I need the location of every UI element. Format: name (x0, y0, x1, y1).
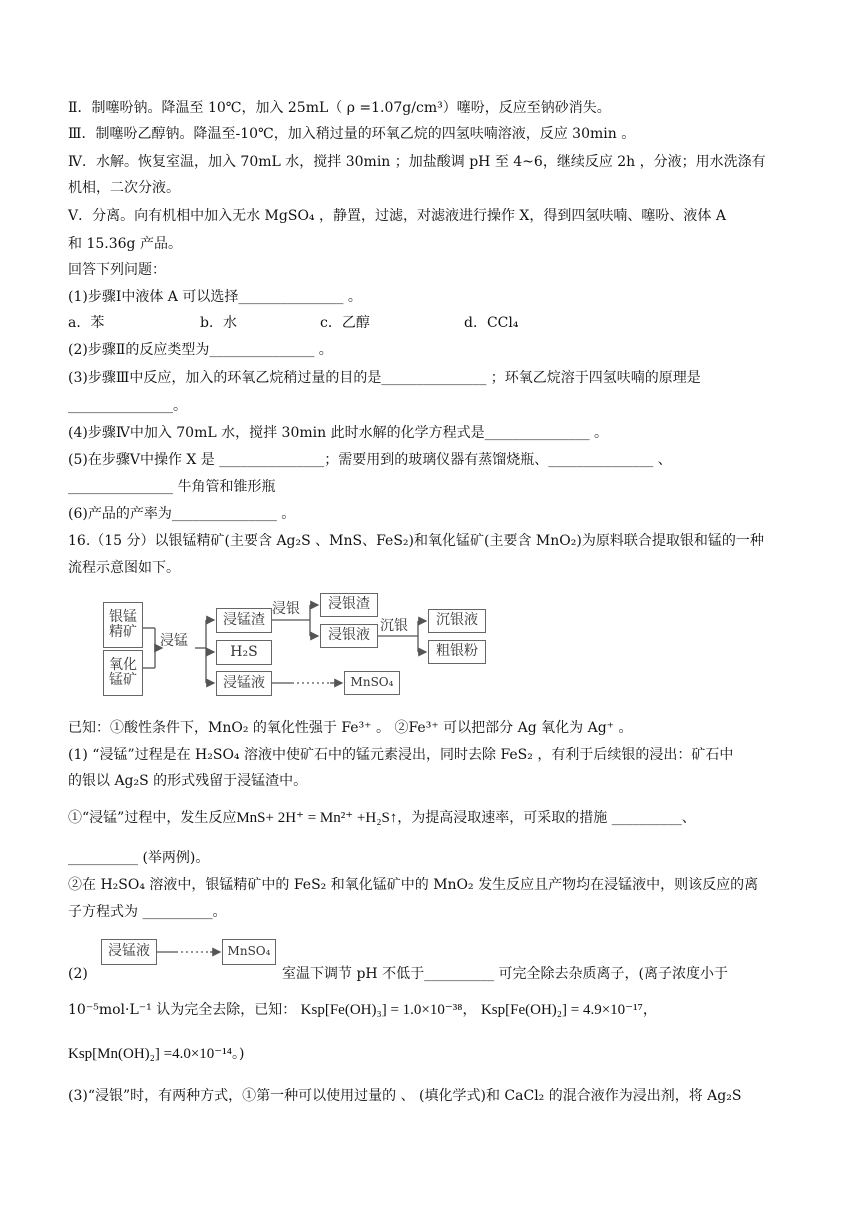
sub-question-2-ksp-mn (68, 1044, 244, 1064)
silver-liquor-box: 浸银液 (320, 624, 378, 648)
q1-option-d: d．CCl₄ (464, 315, 519, 331)
sub-question-1-f: 子方程式为 __________。 (68, 904, 227, 920)
leach-silver-label: 浸银 (272, 601, 300, 617)
question-1: (1)步骤Ⅰ中液体 A 可以选择_______________ 。 (68, 289, 362, 305)
sub-question-1-a: (1) “浸锰”过程是在 H₂SO₄ 溶液中使矿石中的锰元素浸出，同时去除 FeS₂ ，有利于后续银的浸出：矿石中 (68, 747, 734, 763)
sub-question-1-b: 的银以 Ag₂S 的形式残留于浸锰渣中。 (68, 773, 308, 789)
mnso4-box: MnSO₄ (344, 671, 400, 695)
manganese-residue-box: 浸锰渣 (216, 608, 272, 633)
mini-mnso4-box: MnSO₄ (222, 939, 276, 965)
step5-text-a: Ⅴ．分离。向有机相中加入无水 MgSO₄ ，静置，过滤，对滤液进行操作 X，得到四氢呋喃、噻吩、液体 A (68, 208, 726, 224)
manganese-oxide-ore-box: 氧化 锰矿 (103, 650, 143, 696)
q1-option-a: a．苯 (68, 315, 105, 331)
sub-question-2-number: (2) (68, 966, 88, 982)
precipitate-silver-label: 沉银 (380, 618, 408, 634)
q1-option-c: c．乙醇 (320, 315, 370, 331)
sub-question-1-d: __________ (举两例)。 (68, 850, 210, 866)
ksp-fe-oh3: Ksp[Fe(OH)₃] = 1.0×10⁻³⁸ (300, 1002, 463, 1018)
ksp-mn-oh2: Ksp[Mn(OH)₂] =4.0×10⁻¹⁴ (68, 1046, 232, 1062)
closing-mark: 。) (231, 1046, 245, 1062)
silver-residue-box: 浸银渣 (320, 593, 378, 617)
question-5-b: _______________ 牛角管和锥形瓶 (68, 479, 276, 495)
problem-16-text-b: 流程示意图如下。 (68, 560, 180, 576)
step4-text-b: 机相，二次分液。 (68, 180, 180, 196)
separator: ， (642, 1002, 657, 1018)
step2-text: Ⅱ．制噻吩钠。降温至 10℃，加入 25mL（ ρ =1.07g/cm³）噻吩，反应至钠砂消失。 (68, 100, 611, 116)
q1-option-b: b．水 (200, 315, 237, 331)
silver-manganese-concentrate-box: 银锰 精矿 (103, 602, 143, 648)
sub-question-1-c-lead: ①“浸锰”过程中，发生反应 (68, 810, 237, 826)
manganese-liquor-box: 浸锰液 (216, 671, 272, 696)
sub-question-1-e: ②在 H₂SO₄ 溶液中，银锰精矿中的 FeS₂ 和氧化锰矿中的 MnO₂ 发生反应且产物均在浸锰液中，则该反应的离 (68, 877, 759, 893)
known-conditions: 已知：①酸性条件下，MnO₂ 的氧化性强于 Fe³⁺ 。 ②Fe³⁺ 可以把部分 Ag 氧化为 Ag⁺ 。 (68, 720, 633, 736)
step5-text-b: 和 15.36g 产品。 (68, 236, 182, 252)
ksp-fe-oh2: Ksp[Fe(OH)₂] = 4.9×10⁻¹⁷ (480, 1002, 643, 1018)
leach-manganese-label: 浸锰 (160, 633, 188, 649)
problem-16-text-a: 16.（15 分）以银锰精矿(主要含 Ag₂S 、MnS、FeS₂)和氧化锰矿(主要含 MnO₂)为原料联合提取银和锰的一种 (68, 533, 764, 549)
h2s-box: H₂S (216, 640, 272, 665)
question-2: (2)步骤Ⅱ的反应类型为_______________ 。 (68, 342, 333, 358)
mini-manganese-liquor-box: 浸锰液 (101, 939, 157, 965)
sub-question-3: (3)“浸银”时，有两种方式，①第一种可以使用过量的 、 (填化学式)和 CaCl₂ 的混合液作为浸出剂，将 Ag₂S (68, 1088, 742, 1104)
question-4: (4)步骤Ⅳ中加入 70mL 水，搅拌 30min 此时水解的化学方程式是_______________ 。 (68, 425, 609, 441)
ion-concentration-note: 10⁻⁵mol·L⁻¹ 认为完全去除，已知： (68, 1002, 297, 1018)
precipitation-liquor-box: 沉银液 (428, 609, 486, 633)
sub-question-2-text: 室温下调节 pH 不低于__________ 可完全除去杂质离子，(离子浓度小于 (282, 966, 728, 982)
step4-text-a: Ⅳ．水解。恢复室温，加入 70mL 水，搅拌 30min ；加盐酸调 pH 至 4~6，继续反应 2h ，分液；用水洗涤有 (68, 154, 766, 170)
question-3-a: (3)步骤Ⅲ中反应，加入的环氧乙烷稍过量的目的是_______________ ；环氧乙烷溶于四氢呋喃的原理是 (68, 370, 701, 386)
question-5-a: (5)在步骤Ⅴ中操作 X 是 _______________；需要用到的玻璃仪器有蒸馏烧瓶、_______________ 、 (68, 452, 672, 468)
answer-prompt: 回答下列问题： (68, 262, 166, 278)
step3-text: Ⅲ．制噻吩乙醇钠。降温至-10℃，加入稍过量的环氧乙烷的四氢呋喃溶液，反应 30min 。 (68, 126, 636, 142)
question-6: (6)产品的产率为_______________ 。 (68, 506, 296, 522)
crude-silver-powder-box: 粗银粉 (428, 640, 486, 664)
sub-question-2-constants (68, 1000, 657, 1020)
sub-question-1-c-tail: ，为提高浸取速率，可采取的措施 __________、 (397, 810, 696, 826)
separator: ， (462, 1002, 477, 1018)
reaction-equation: MnS+ 2H⁺ = Mn²⁺ +H₂S↑ (236, 810, 398, 826)
question-3-b: _______________。 (68, 398, 187, 414)
